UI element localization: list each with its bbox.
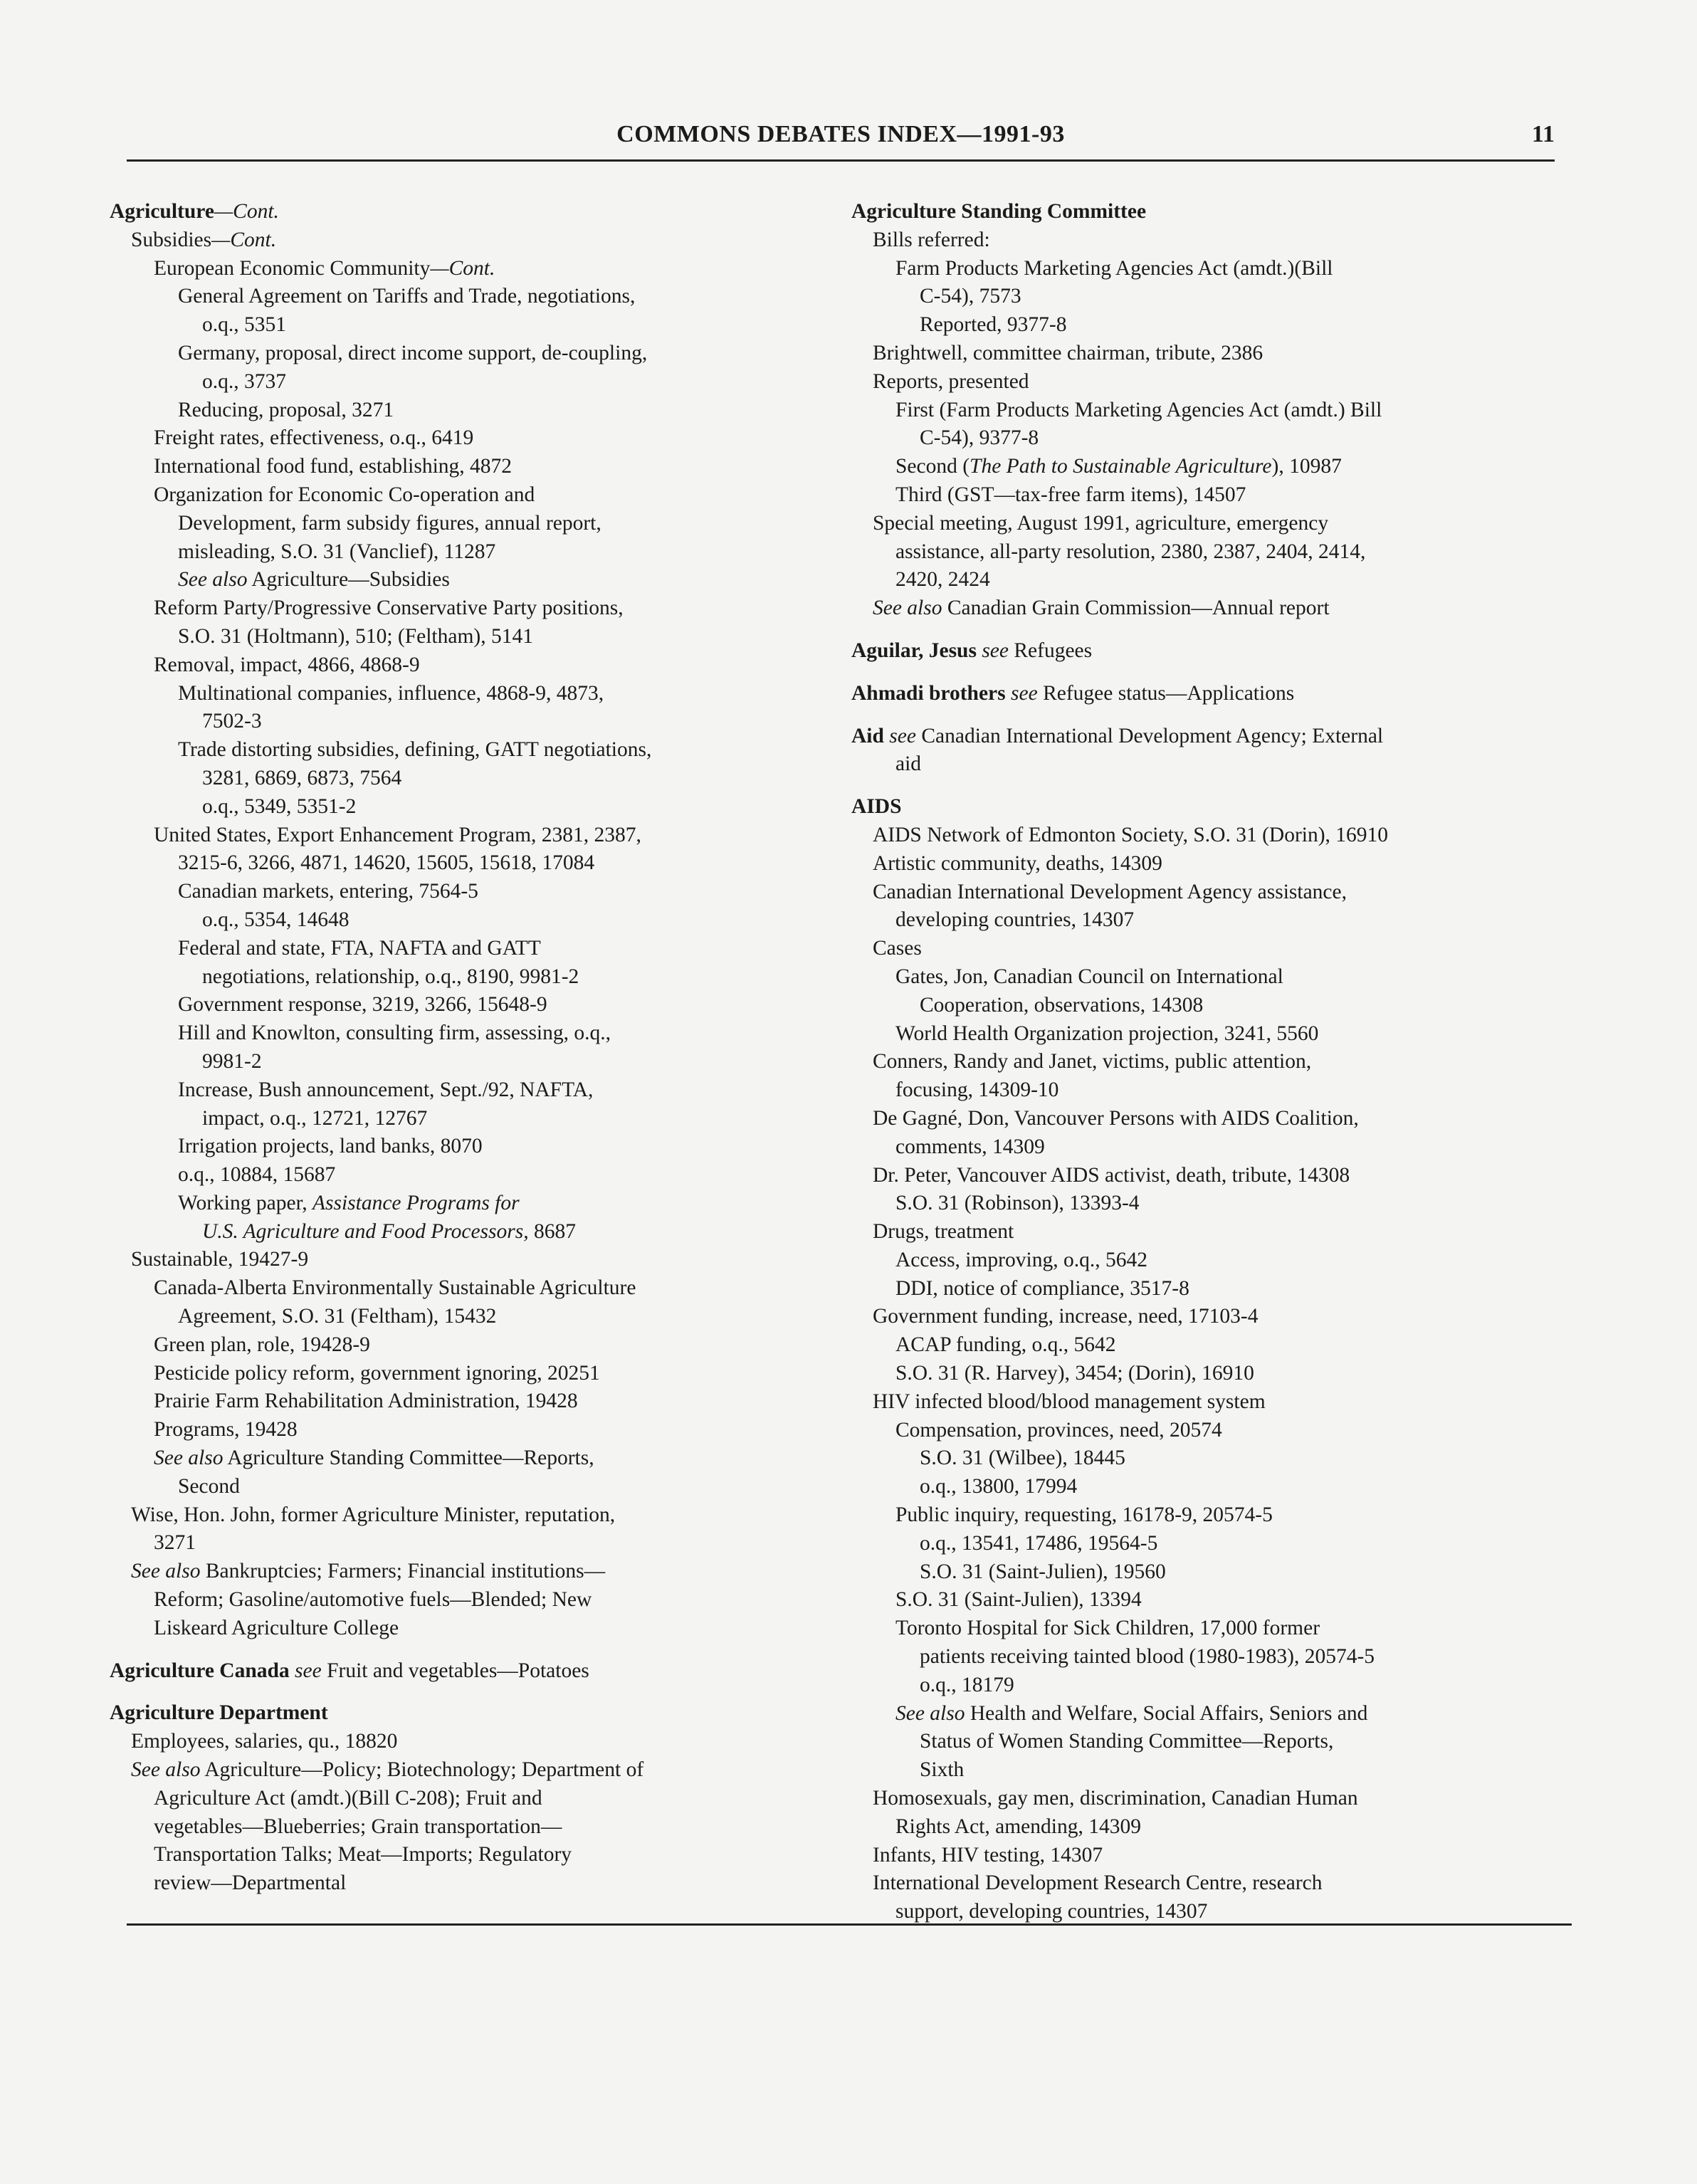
index-entry: 3271 [154,1531,196,1555]
index-entry: Homosexuals, gay men, discrimination, Canadian Human [873,1787,1358,1810]
index-entry: De Gagné, Don, Vancouver Persons with AIDS Coalition, [873,1106,1359,1130]
index-entry: support, developing countries, 14307 [895,1900,1208,1923]
index-entry: 3281, 6869, 6873, 7564 [202,766,402,789]
index-entry: Artistic community, deaths, 14309 [873,851,1162,875]
index-entry: Access, improving, o.q., 5642 [895,1248,1147,1271]
page-header [127,121,1555,164]
index-entry: Agreement, S.O. 31 (Feltham), 15432 [178,1305,497,1328]
index-entry: Freight rates, effectiveness, o.q., 6419 [154,426,474,450]
index-entry: Subsidies—Cont. [131,228,277,251]
index-entry: 3215-6, 3266, 4871, 14620, 15605, 15618, 17084 [178,851,595,875]
index-entry: Reported, 9377-8 [920,313,1067,337]
index-entry: o.q., 18179 [920,1673,1014,1696]
index-entry: misleading, S.O. 31 (Vanclief), 11287 [178,540,496,563]
index-entry: aid [895,752,922,776]
index-entry: Reform Party/Progressive Conservative Party positions, [154,597,624,620]
index-entry: Status of Women Standing Committee—Reports, [920,1730,1334,1753]
index-entry: o.q., 5349, 5351-2 [202,794,357,818]
index-entry: Employees, salaries, qu., 18820 [131,1730,398,1753]
index-entry: o.q., 10884, 15687 [178,1163,336,1187]
index-entry: vegetables—Blueberries; Grain transportation— [154,1815,562,1838]
index-entry: Rights Act, amending, 14309 [895,1815,1141,1838]
index-entry: Organization for Economic Co-operation and [154,483,535,506]
index-heading: Agriculture Department [110,1701,328,1725]
index-entry: negotiations, relationship, o.q., 8190, 9981-2 [202,965,579,988]
index-entry: Gates, Jon, Canadian Council on International [895,965,1283,988]
index-entry: Programs, 19428 [154,1418,298,1442]
index-entry: review—Departmental [154,1871,347,1895]
index-entry: focusing, 14309-10 [895,1078,1059,1102]
index-entry: Green plan, role, 19428-9 [154,1333,370,1356]
index-entry: See also Agriculture—Policy; Biotechnology; Department of [131,1758,644,1782]
index-entry: Third (GST—tax-free farm items), 14507 [895,483,1246,506]
index-entry: Toronto Hospital for Sick Children, 17,000 former [895,1617,1320,1640]
index-entry: 7502-3 [202,710,262,733]
index-entry: Reports, presented [873,369,1029,393]
index-entry: Irrigation projects, land banks, 8070 [178,1135,483,1158]
index-entry: Cases [873,937,922,960]
index-entry: Bills referred: [873,228,990,251]
index-entry: S.O. 31 (Robinson), 13393-4 [895,1192,1140,1215]
index-entry: Second (The Path to Sustainable Agriculture), 10987 [895,455,1342,478]
index-entry: Conners, Randy and Janet, victims, public attention, [873,1050,1312,1073]
index-entry: impact, o.q., 12721, 12767 [202,1106,428,1130]
index-entry: See also Bankruptcies; Farmers; Financial institutions— [131,1560,606,1583]
index-entry: Trade distorting subsidies, defining, GATT negotiations, [178,738,652,762]
index-entry: Increase, Bush announcement, Sept./92, NAFTA, [178,1078,594,1101]
index-entry: Agriculture—Cont. [110,200,279,223]
index-entry: Public inquiry, requesting, 16178-9, 20574-5 [895,1503,1273,1527]
index-heading: Aid see Canadian International Development Agency; External [851,724,1384,747]
index-entry: Removal, impact, 4866, 4868-9 [154,653,420,676]
index-entry: Special meeting, August 1991, agriculture, emergency [873,511,1329,535]
index-entry: o.q., 13800, 17994 [920,1475,1078,1498]
index-entry: HIV infected blood/blood management system [873,1390,1266,1413]
index-entry: Sixth [920,1758,965,1782]
index-entry: Canadian International Development Agency assistance, [873,880,1347,903]
index-entry: European Economic Community—Cont. [154,256,495,280]
index-entry: World Health Organization projection, 3241, 5560 [895,1022,1319,1045]
index-entry: C-54), 7573 [920,285,1021,308]
index-entry: ACAP funding, o.q., 5642 [895,1333,1116,1357]
index-entry: Transportation Talks; Meat—Imports; Regulatory [154,1843,572,1867]
index-entry: Reform; Gasoline/automotive fuels—Blended; New [154,1588,592,1612]
index-entry: comments, 14309 [895,1135,1045,1158]
index-entry: o.q., 3737 [202,369,286,393]
index-entry: Brightwell, committee chairman, tribute, 2386 [873,341,1263,364]
index-entry: Government response, 3219, 3266, 15648-9 [178,993,547,1017]
index-entry: Wise, Hon. John, former Agriculture Minister, reputation, [131,1503,616,1526]
index-entry: Canada-Alberta Environmentally Sustainable Agriculture [154,1276,636,1300]
index-entry: AIDS Network of Edmonton Society, S.O. 31 (Dorin), 16910 [873,823,1389,846]
index-entry: Compensation, provinces, need, 20574 [895,1418,1222,1442]
index-heading: Agriculture Standing Committee [851,200,1147,223]
index-heading: AIDS [851,795,902,819]
index-entry: developing countries, 14307 [895,908,1135,932]
index-entry: patients receiving tainted blood (1980-1983), 20574-5 [920,1645,1375,1669]
index-entry: See also Health and Welfare, Social Affairs, Seniors and [895,1701,1368,1725]
index-entry: General Agreement on Tariffs and Trade, negotiations, [178,285,636,308]
index-entry: o.q., 5351 [202,313,286,337]
index-entry: United States, Export Enhancement Program, 2381, 2387, [154,823,641,846]
index-entry: International Development Research Centre, research [873,1871,1323,1895]
index-entry: Cooperation, observations, 14308 [920,993,1204,1017]
index-entry: o.q., 13541, 17486, 19564-5 [920,1531,1158,1555]
index-heading: Agriculture Canada see Fruit and vegetables—Potatoes [110,1659,589,1682]
index-entry: Agriculture Act (amdt.)(Bill C-208); Fruit and [154,1786,542,1810]
index-entry: Drugs, treatment [873,1220,1014,1244]
index-entry: S.O. 31 (Saint-Julien), 19560 [920,1560,1166,1583]
index-entry: Liskeard Agriculture College [154,1616,399,1639]
index-entry: o.q., 5354, 14648 [202,908,350,931]
index-entry: C-54), 9377-8 [920,426,1039,450]
index-entry: Government funding, increase, need, 17103-4 [873,1305,1259,1328]
index-entry: Farm Products Marketing Agencies Act (amdt.)(Bill [895,256,1333,280]
index-heading: Ahmadi brothers see Refugee status—Applications [851,681,1295,705]
index-entry: S.O. 31 (Saint-Julien), 13394 [895,1588,1142,1612]
index-entry: S.O. 31 (Wilbee), 18445 [920,1447,1125,1470]
running-head: COMMONS DEBATES INDEX—1991-93 [616,121,1065,147]
index-heading: Aguilar, Jesus see Refugees [851,639,1093,662]
index-entry: Working paper, Assistance Programs for [178,1191,520,1214]
index-column-right [851,198,1563,1926]
index-column-left [110,198,821,1898]
page-number: 11 [1531,121,1555,147]
index-entry: Sustainable, 19427-9 [131,1248,309,1271]
header-rule [127,159,1555,162]
index-entry: S.O. 31 (R. Harvey), 3454; (Dorin), 16910 [895,1362,1254,1385]
index-entry: Federal and state, FTA, NAFTA and GATT [178,936,541,960]
index-entry: S.O. 31 (Holtmann), 510; (Feltham), 5141 [178,624,533,648]
index-entry: See also Canadian Grain Commission—Annual report [873,597,1330,620]
index-entry: First (Farm Products Marketing Agencies Act (amdt.) Bill [895,398,1382,421]
index-entry: Multinational companies, influence, 4868-9, 4873, [178,681,604,705]
index-entry: Infants, HIV testing, 14307 [873,1843,1103,1867]
index-entry: Dr. Peter, Vancouver AIDS activist, death, tribute, 14308 [873,1163,1350,1187]
index-entry: Second [178,1474,240,1498]
index-entry: See also Agriculture—Subsidies [178,568,450,592]
index-entry: Germany, proposal, direct income support, de-coupling, [178,341,648,364]
footer-rule [127,1923,1572,1926]
index-entry: assistance, all-party resolution, 2380, 2387, 2404, 2414, [895,540,1366,563]
index-entry: Development, farm subsidy figures, annual report, [178,511,601,535]
index-entry: International food fund, establishing, 4872 [154,455,513,478]
index-entry: Reducing, proposal, 3271 [178,398,394,421]
index-entry: Pesticide policy reform, government ignoring, 20251 [154,1361,600,1385]
index-entry: See also Agriculture Standing Committee—Reports, [154,1447,594,1470]
index-entry: 2420, 2424 [895,568,990,592]
index-entry: DDI, notice of compliance, 3517-8 [895,1276,1189,1300]
index-entry: U.S. Agriculture and Food Processors, 8687 [202,1219,576,1243]
index-entry: 9981-2 [202,1049,262,1073]
index-entry: Hill and Knowlton, consulting firm, assessing, o.q., [178,1022,611,1045]
index-entry: Prairie Farm Rehabilitation Administration, 19428 [154,1390,578,1413]
index-entry: Canadian markets, entering, 7564-5 [178,880,478,903]
